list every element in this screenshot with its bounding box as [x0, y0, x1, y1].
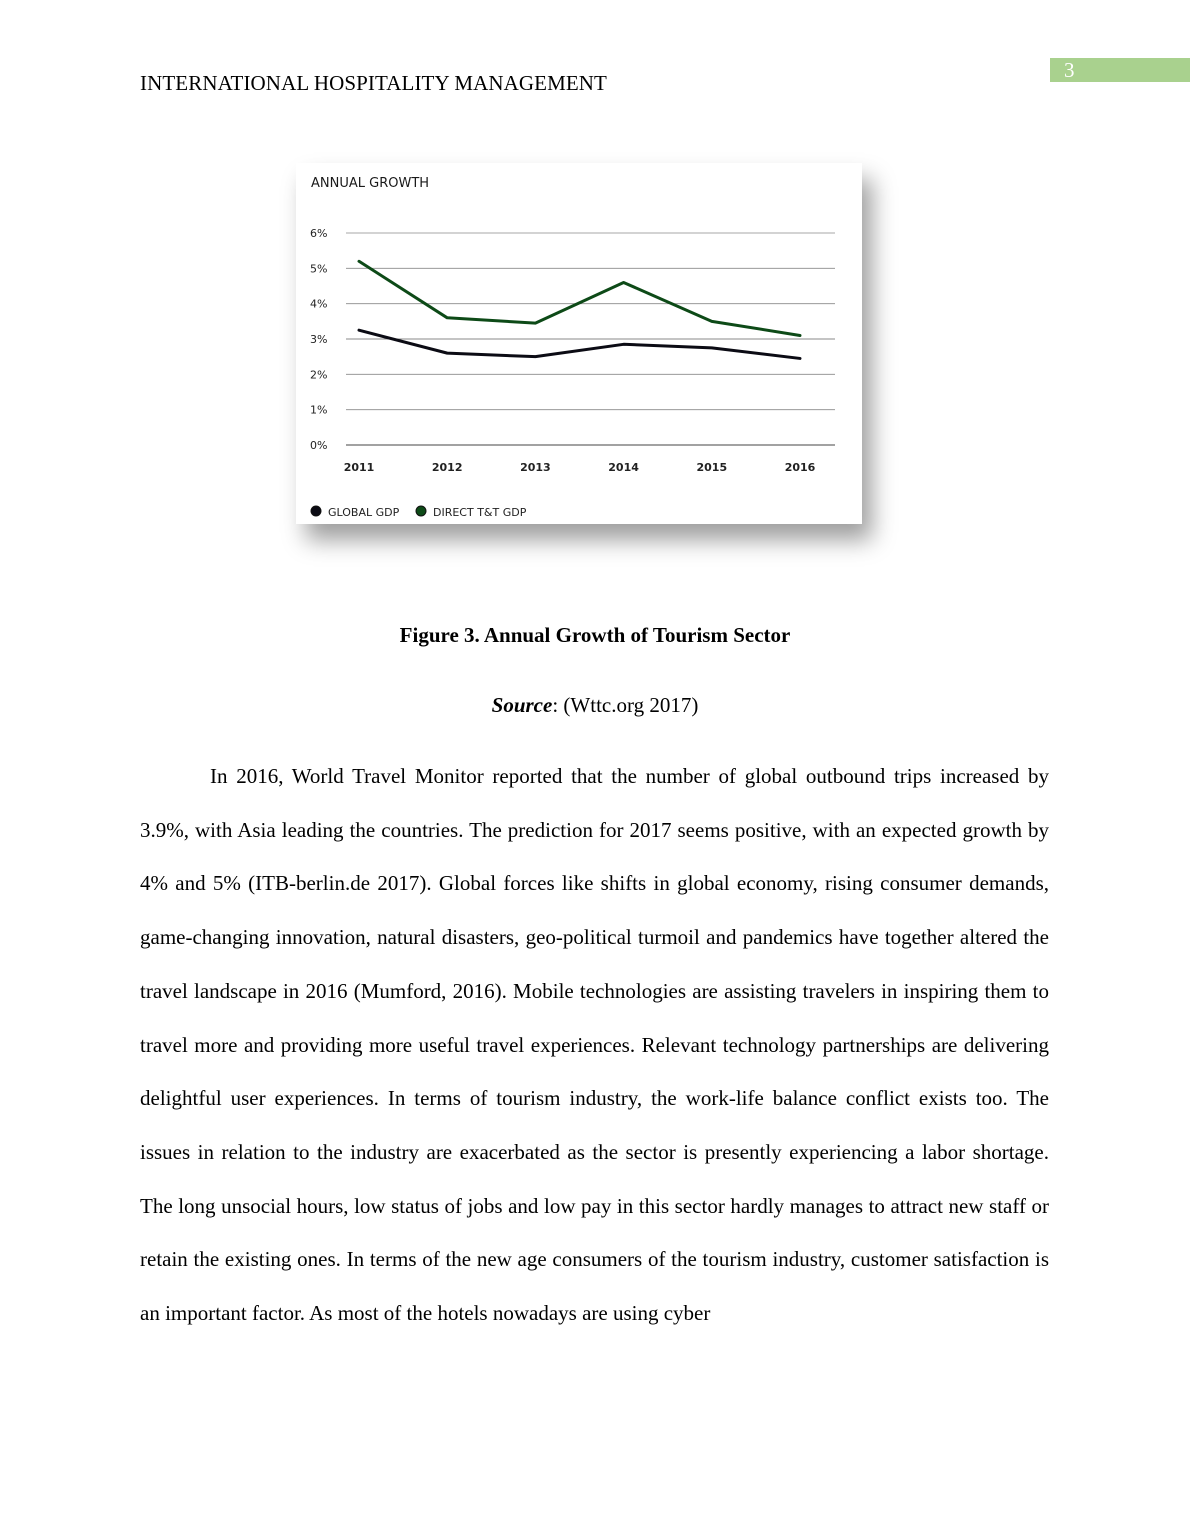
legend-marker — [416, 506, 426, 516]
y-tick-label: 3% — [310, 333, 328, 346]
series-line — [359, 261, 800, 335]
y-tick-label: 0% — [310, 439, 328, 452]
chart-x-ticks — [344, 461, 816, 474]
figure-source — [0, 693, 1190, 718]
legend-label: DIRECT T&T GDP — [433, 506, 527, 519]
annual-growth-chart — [296, 163, 862, 524]
legend-label: GLOBAL GDP — [328, 506, 400, 519]
y-tick-label: 5% — [310, 262, 328, 276]
series-line — [359, 330, 800, 358]
x-tick-label: 2012 — [431, 461, 463, 474]
y-tick-label: 4% — [310, 297, 328, 311]
source-text: : (Wttc.org 2017) — [552, 693, 699, 717]
y-tick-label: 6% — [310, 227, 328, 240]
chart-gridlines — [346, 233, 835, 445]
x-tick-label: 2016 — [784, 461, 816, 474]
x-tick-label: 2015 — [696, 461, 728, 474]
chart-title: ANNUAL GROWTH — [311, 176, 430, 191]
legend-marker — [311, 506, 321, 516]
chart-y-ticks — [310, 227, 327, 452]
chart-legend — [311, 506, 527, 519]
x-tick-label: 2014 — [608, 461, 639, 474]
chart-figure — [296, 163, 862, 524]
x-tick-label: 2011 — [343, 461, 375, 474]
running-head: INTERNATIONAL HOSPITALITY MANAGEMENT — [140, 71, 607, 95]
body-paragraph: In 2016, World Travel Monitor reported that the number of global outbound trips increased by 3.9%, with Asia leading the countries. The prediction for 2017 seems positive, with an expected growth by 4% and 5% (ITB-berlin.de 2017). Global forces like shifts in global economy, rising consumer demands, game-changing innovation, natural disasters, geo-political turmoil and pandemics have together altered the travel landscape in 2016 (Mumford, 2016). Mobile technologies are assisting travelers in inspiring them to travel more and providing more useful travel experiences. Relevant technology partnerships are delivering delightful user experiences. In terms of tourism industry, the work-life balance conflict exists too. The issues in relation to the industry are exacerbated as the sector is presently experiencing a labor shortage. The long unsocial hours, low status of jobs and low pay in this sector hardly manages to attract new staff or retain the existing ones. In terms of the new age consumers of the tourism industry, customer satisfaction is an important factor. As most of the hotels nowadays are using cyber — [140, 764, 1049, 1326]
y-tick-label: 2% — [310, 368, 328, 382]
y-tick-label: 1% — [310, 403, 328, 417]
page-number: 3 — [1050, 58, 1190, 82]
chart-series-lines — [359, 261, 800, 358]
source-label: Source — [491, 693, 553, 717]
x-tick-label: 2013 — [520, 461, 551, 474]
figure-caption: Figure 3. Annual Growth of Tourism Sector — [399, 623, 791, 647]
